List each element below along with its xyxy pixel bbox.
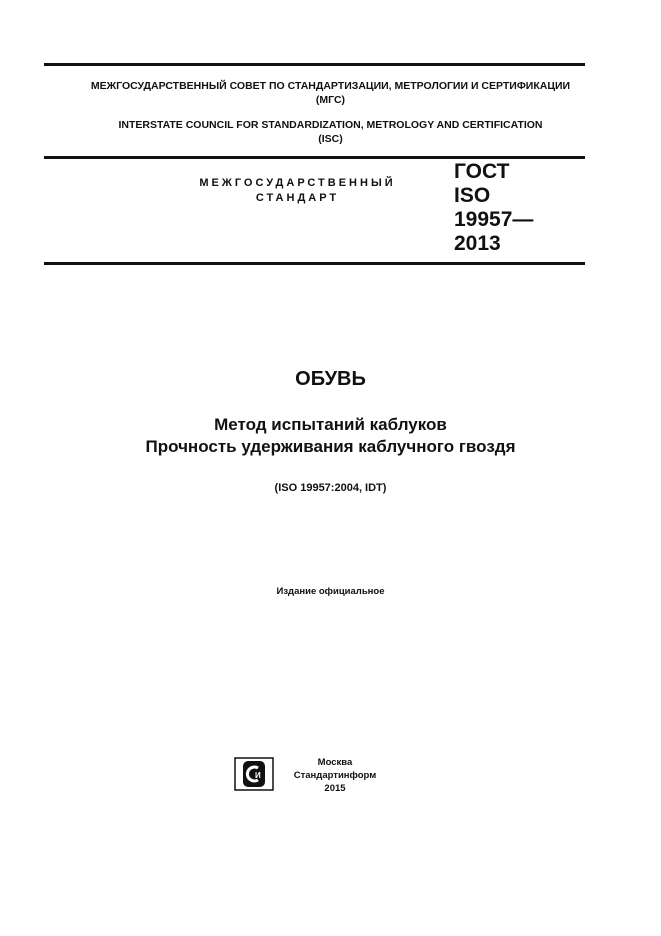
publisher-year: 2015 bbox=[324, 783, 346, 794]
bottom-rule bbox=[44, 262, 585, 265]
gost-number-line1: ГОСТ bbox=[454, 160, 510, 183]
middle-rule bbox=[44, 156, 585, 159]
subtitle-line1: Метод испытаний каблуков bbox=[214, 415, 447, 434]
council-ru-name: МЕЖГОСУДАРСТВЕННЫЙ СОВЕТ ПО СТАНДАРТИЗАЦИИ, МЕТРОЛОГИИ И СЕРТИФИКАЦИИ bbox=[90, 80, 571, 92]
standard-label-line1: МЕЖГОСУДАРСТВЕННЫЙ bbox=[199, 177, 396, 189]
publisher-block bbox=[280, 756, 390, 795]
council-en-abbr: (ISC) bbox=[318, 133, 343, 145]
gost-number-line3: 19957— bbox=[454, 208, 534, 231]
publisher-name: Стандартинформ bbox=[293, 770, 377, 781]
edition-note: Издание официальное bbox=[276, 586, 385, 597]
gost-number-line4: 2013 bbox=[454, 232, 501, 255]
standard-label bbox=[165, 176, 430, 206]
council-ru bbox=[0, 79, 661, 107]
council-ru-abbr: (МГС) bbox=[315, 94, 346, 106]
standartinform-logo-icon bbox=[234, 757, 274, 791]
svg-text:И: И bbox=[255, 771, 261, 780]
council-en-name: INTERSTATE COUNCIL FOR STANDARDIZATION, METROLOGY AND CERTIFICATION bbox=[118, 119, 543, 131]
document-title: ОБУВЬ bbox=[295, 368, 366, 390]
publisher-city: Москва bbox=[317, 757, 353, 768]
iso-reference: (ISO 19957:2004, IDT) bbox=[274, 482, 387, 494]
subtitle-line2: Прочность удерживания каблучного гвоздя bbox=[145, 437, 516, 456]
gost-number-line2: ISO bbox=[454, 184, 491, 207]
standard-label-line2: СТАНДАРТ bbox=[255, 192, 340, 204]
document-subtitle bbox=[0, 414, 661, 458]
top-rule bbox=[44, 63, 585, 66]
gost-number bbox=[454, 160, 533, 256]
council-en bbox=[0, 118, 661, 146]
